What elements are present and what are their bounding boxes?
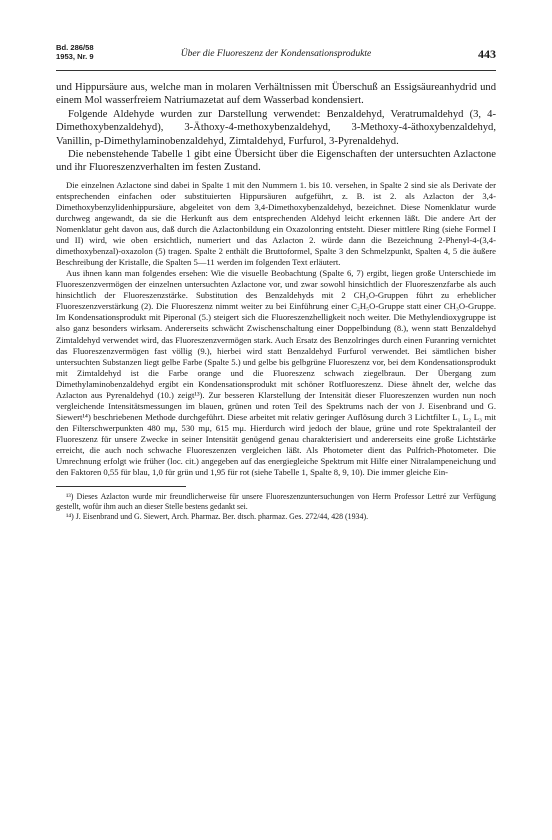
paragraph-aldehydes: Folgende Aldehyde wurden zur Darstellung verwendet: Benzaldehyd, Veratrumaldehyd (3, 4-Dimethoxybenzaldehyd), 3-Äthoxy-4-methoxybenzaldehyd, 3-Methoxy-4-äthoxybenzaldehyd, Vanillin, p-Dimethylaminobenzaldehyd, Zimtaldehyd, Furfurol, 3-Pyrenaldehyd. <box>56 108 496 147</box>
footnote-divider <box>56 486 186 487</box>
page-header <box>56 44 496 71</box>
paragraph-observations: Aus ihnen kann man folgendes ersehen: Wie die visuelle Beobachtung (Spalte 6, 7) ergibt, liegen große Unterschiede im Fluoreszenzvermögen der einzelnen untersuchten Azlactone vor, und zwar sowohl hinsichtlich der Fluoreszenzfarbe als auch hinsichtlich der Fluoreszenzstärke. Substitution des Benzaldehyds mit 2 CH₃O-Gruppen führt zu erheblicher Fluoreszenzverstärkung (2). Die Fluoreszenz nimmt weiter zu bei Einführung einer C₂H₅O-Gruppe statt einer CH₃O-Gruppe. Im Kondensationsprodukt mit Piperonal (5.) steigert sich die Fluoreszenzhelligkeit noch weiter. Die Methylendioxygruppe ist also ganz besonders wirksam. Andererseits schwächt Zwischenschaltung einer Doppelbindung (8.), wenn statt Benzaldehyd Zimtaldehyd verwendet wird, das Fluoreszenzvermögen stark. Auch Ersatz des Benzolringes durch einen Furanring vernichtet das Fluoreszenzvermögen fast völlig (9.), hierbei wird statt Benzaldehyd Furfurol verwendet. Bei sämtlichen bisher untersuchten Substanzen liegt gelbe Farbe (Spalte 5.) und gelbe bis gelbgrüne Fluoreszenz vor, bei dem Kondensationsprodukt mit Zimtaldehyd ist die Farbe orange und die Fluoreszenz schwach ziegelbraun. Der Übergang zum Dimethylaminobenzaldehyd ergibt ein Kondensationsprodukt mit schöner Rotfluoreszenz. Diese ähnelt der, welche das Azlacton aus Pyrenaldehyd (10.) zeigt¹³). Zur besseren Klarstellung der Intensität dieser Fluoreszenzen wurden nun noch vergleichende Intensitätsmessungen im blauen, grünen und roten Teil des Spektrums nach der von J. Eisenbrand und G. Siewert¹⁴) beschriebenen Methode durchgeführt. Diese arbeitet mit relativ geringer Auflösung durch 3 Lichtfilter L₁ L₂ L₃ mit den Filterschwerpunkten 480 mμ, 530 mμ, 615 mμ. Hierdurch wird jedoch der blaue, grüne und rote Spektralanteil der Fluoreszenz für unsere Zwecke in seiner Intensität genügend genau charakterisiert und andererseits eine große Lichtstärke erreicht, die auch noch schwache Fluoreszenzen vergleichen läßt. Als Photometer dient das Pulfrich-Photometer. Die Umrechnung erfolgt wie früher (loc. cit.) angegeben auf das energiegleiche Spektrum mit Hilfe einer Nitralampeneichung und den Faktoren 0,55 für blau, 1,0 für grün und 1,95 für rot (siehe Tabelle 1, Spalte 8, 9, 10). Die immer gleiche Ein- <box>56 268 496 478</box>
paragraph-table-overview: Die nebenstehende Tabelle 1 gibt eine Übersicht über die Eigenschaften der untersuchten Azlactone und ihr Fluoreszenzverhalten im festen Zustand. <box>56 149 496 174</box>
paragraph-columns-description: Die einzelnen Azlactone sind dabei in Spalte 1 mit den Nummern 1. bis 10. versehen, in Spalte 2 sind sie als Derivate der entsprechenden einfachen oder substituierten Hippursäuren aufgeführt, z. B. ist 2. als Azlacton der 3,4-Dimethoxybenzylidenhippursäure, abgeleitet von dem 3,4-Dimethoxybenzaldehyd, bezeichnet. Diese Nomenklatur wurde durchweg angewandt, da sie die Herkunft aus dem entsprechenden Aldehyd leicht erkennen läßt. Die andere Art der Nomenklatur geht davon aus, daß durch die Azlactonbildung ein Oxazolonring entsteht. Dieser mittlere Ring (siehe Formel I und II) wird, wie oben ersichtlich, numeriert und das Azlacton 2. würde dann die Bezeichnung 2-Phenyl-4-(3,4-dimethoxybenzal)-oxazolon (5) tragen. Spalte 2 enthält die Bruttoformel, Spalte 3 den Schmelzpunkt, Spalten 4, 5 die äußere Beschreibung der Kristalle, die Spalten 5—11 werden im folgenden Text erläutert. <box>56 179 496 268</box>
footnote-13: ¹³) Dieses Azlacton wurde mir freundlicherweise für unsere Fluoreszenzuntersuchungen von Herrn Professor Lettré zur Verfügung gestellt, wofür ihm auch an dieser Stelle bestens gedankt sei. <box>56 492 496 512</box>
paragraph-intro-continuation: und Hippursäure aus, welche man in molaren Verhältnissen mit Überschuß an Essigsäureanhydrid und einem Mol wasserfreiem Natriumazetat auf dem Wasserbad kondensiert. <box>56 82 496 107</box>
page-number: 443 <box>478 47 496 61</box>
issue-line: 1953, Nr. 9 <box>56 51 94 61</box>
running-title: Über die Fluoreszenz der Kondensationsprodukte <box>180 48 372 59</box>
volume-line: Bd. 286/58 <box>56 43 94 52</box>
footnote-14: ¹⁴) J. Eisenbrand und G. Siewert, Arch. Pharmaz. Ber. dtsch. pharmaz. Ges. 272/44, 428 (1934). <box>66 512 369 522</box>
